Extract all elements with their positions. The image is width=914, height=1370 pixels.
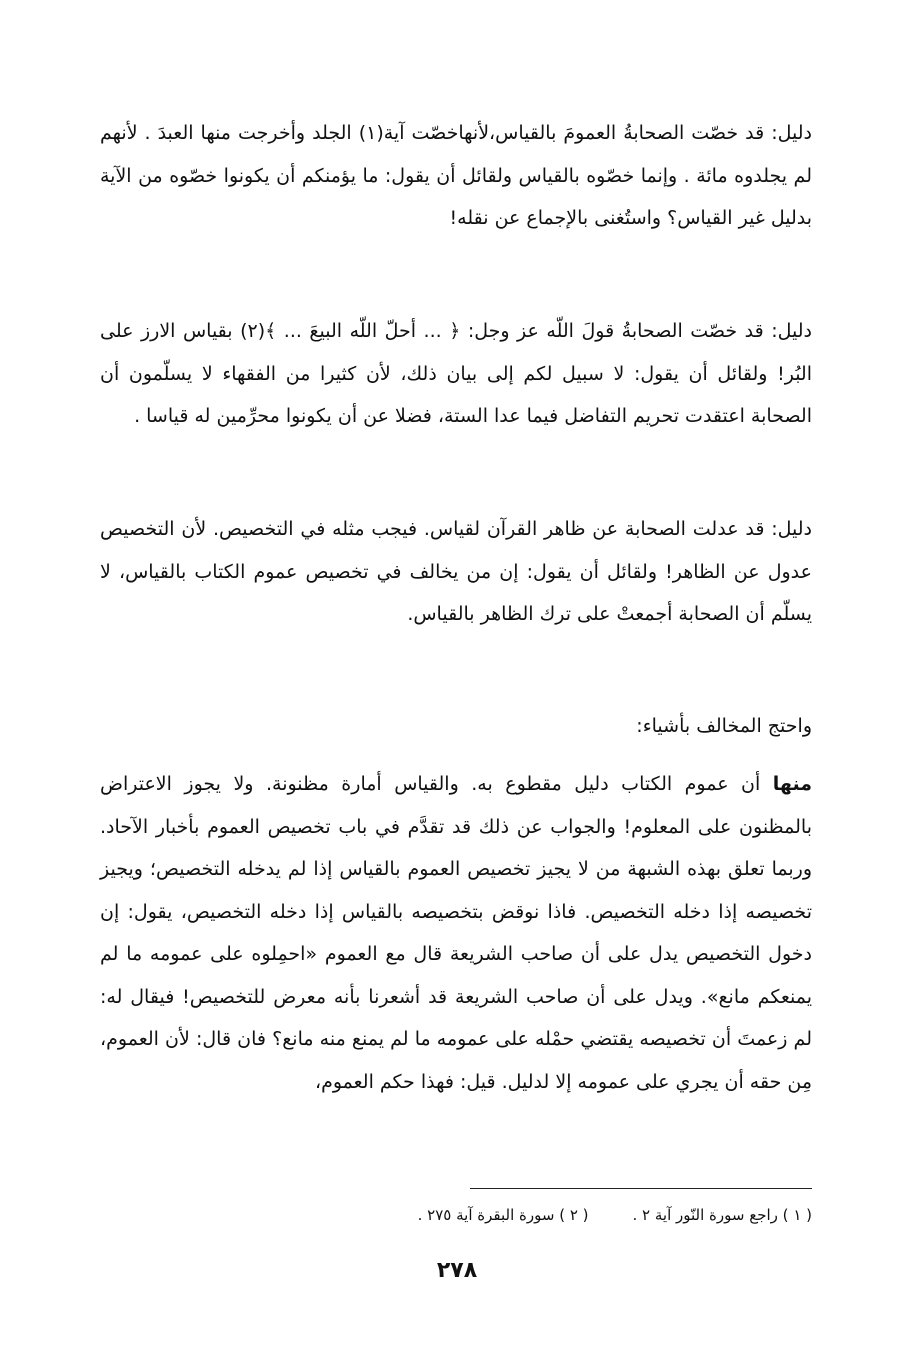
paragraph-4-text: واحتج المخالف بأشياء: [636, 715, 812, 737]
footnote-2: ( ٢ ) سورة البقرة آية ٢٧٥ . [417, 1206, 589, 1224]
paragraph-2 [100, 310, 812, 438]
paragraph-2-text: دليل: قد خصّت الصحابةُ قولَ اللّه عز وجل: ﴿ ... أحلّ اللّه البيعَ ... ﴾(٢) بقياس الارز على البُر! ولقائل أن يقول: لا سبيل لكم إلى بيان ذلك، لأن كثيرا من الفقهاء لا يسلّمون أن الصحابة اعتقدت تحريم التفاضل فيما عدا الستة، فضلا عن أن يكونوا محرِّمين له قياسا . [100, 320, 812, 427]
footnotes [418, 1203, 812, 1227]
paragraph-4 [100, 705, 812, 748]
paragraph-3 [100, 508, 812, 636]
footnote-divider [470, 1188, 812, 1189]
footnote-1: ( ١ ) راجع سورة النّور آية ٢ . [632, 1206, 812, 1224]
paragraph-1 [100, 112, 812, 240]
page-number: ٢٧٨ [436, 1258, 478, 1283]
paragraph-1-text: دليل: قد خصّت الصحابةُ العمومَ بالقياس،لأنهاخصّت آية(١) الجلد وأخرجت منها العبدَ . لأنهم لم يجلدوه مائة . وإنما خصّوه بالقياس ولقائل أن يقول: ما يؤمنكم أن يكونوا خصّوه من الآية بدليل غير القياس؟ واستُغنى بالإجماع عن نقله! [100, 122, 812, 229]
paragraph-5 [100, 763, 812, 1103]
paragraph-3-text: دليل: قد عدلت الصحابة عن ظاهر القرآن لقياس. فيجب مثله في التخصيص. لأن التخصيص عدول عن الظاهر! ولقائل أن يقول: إن من يخالف في تخصيص عموم الكتاب بالقياس، لا يسلّم أن الصحابة أجمعتْ على ترك الظاهر بالقياس. [100, 518, 812, 625]
paragraph-5-text: أن عموم الكتاب دليل مقطوع به. والقياس أمارة مظنونة. ولا يجوز الاعتراض بالمظنون على المعلوم! والجواب عن ذلك قد تقدَّم في باب تخصيص العموم بأخبار الآحاد. وربما تعلق بهذه الشبهة من لا يجيز تخصيص العموم بالقياس إذا لم يدخله التخصيص؛ ويجيز تخصيصه إذا دخله التخصيص. فاذا نوقض بتخصيصه بالقياس إذا دخله التخصيص، يقول: إن دخول التخصيص يدل على أن صاحب الشريعة قال مع العموم «احمِلوه على عمومه ما لم يمنعكم مانع». ويدل على أن صاحب الشريعة قد أشعرنا بأنه معرض للتخصيص! فيقال له: لم زعمتَ أن تخصيصه يقتضي حمْله على عمومه ما لم يمنع منه مانع؟ فان قال: لأن العموم، مِن حقه أن يجري على عمومه إلا لدليل. قيل: فهذا حكم العموم، [100, 773, 812, 1093]
paragraph-5-lead: منها [772, 773, 812, 795]
main-text [100, 0, 812, 1180]
